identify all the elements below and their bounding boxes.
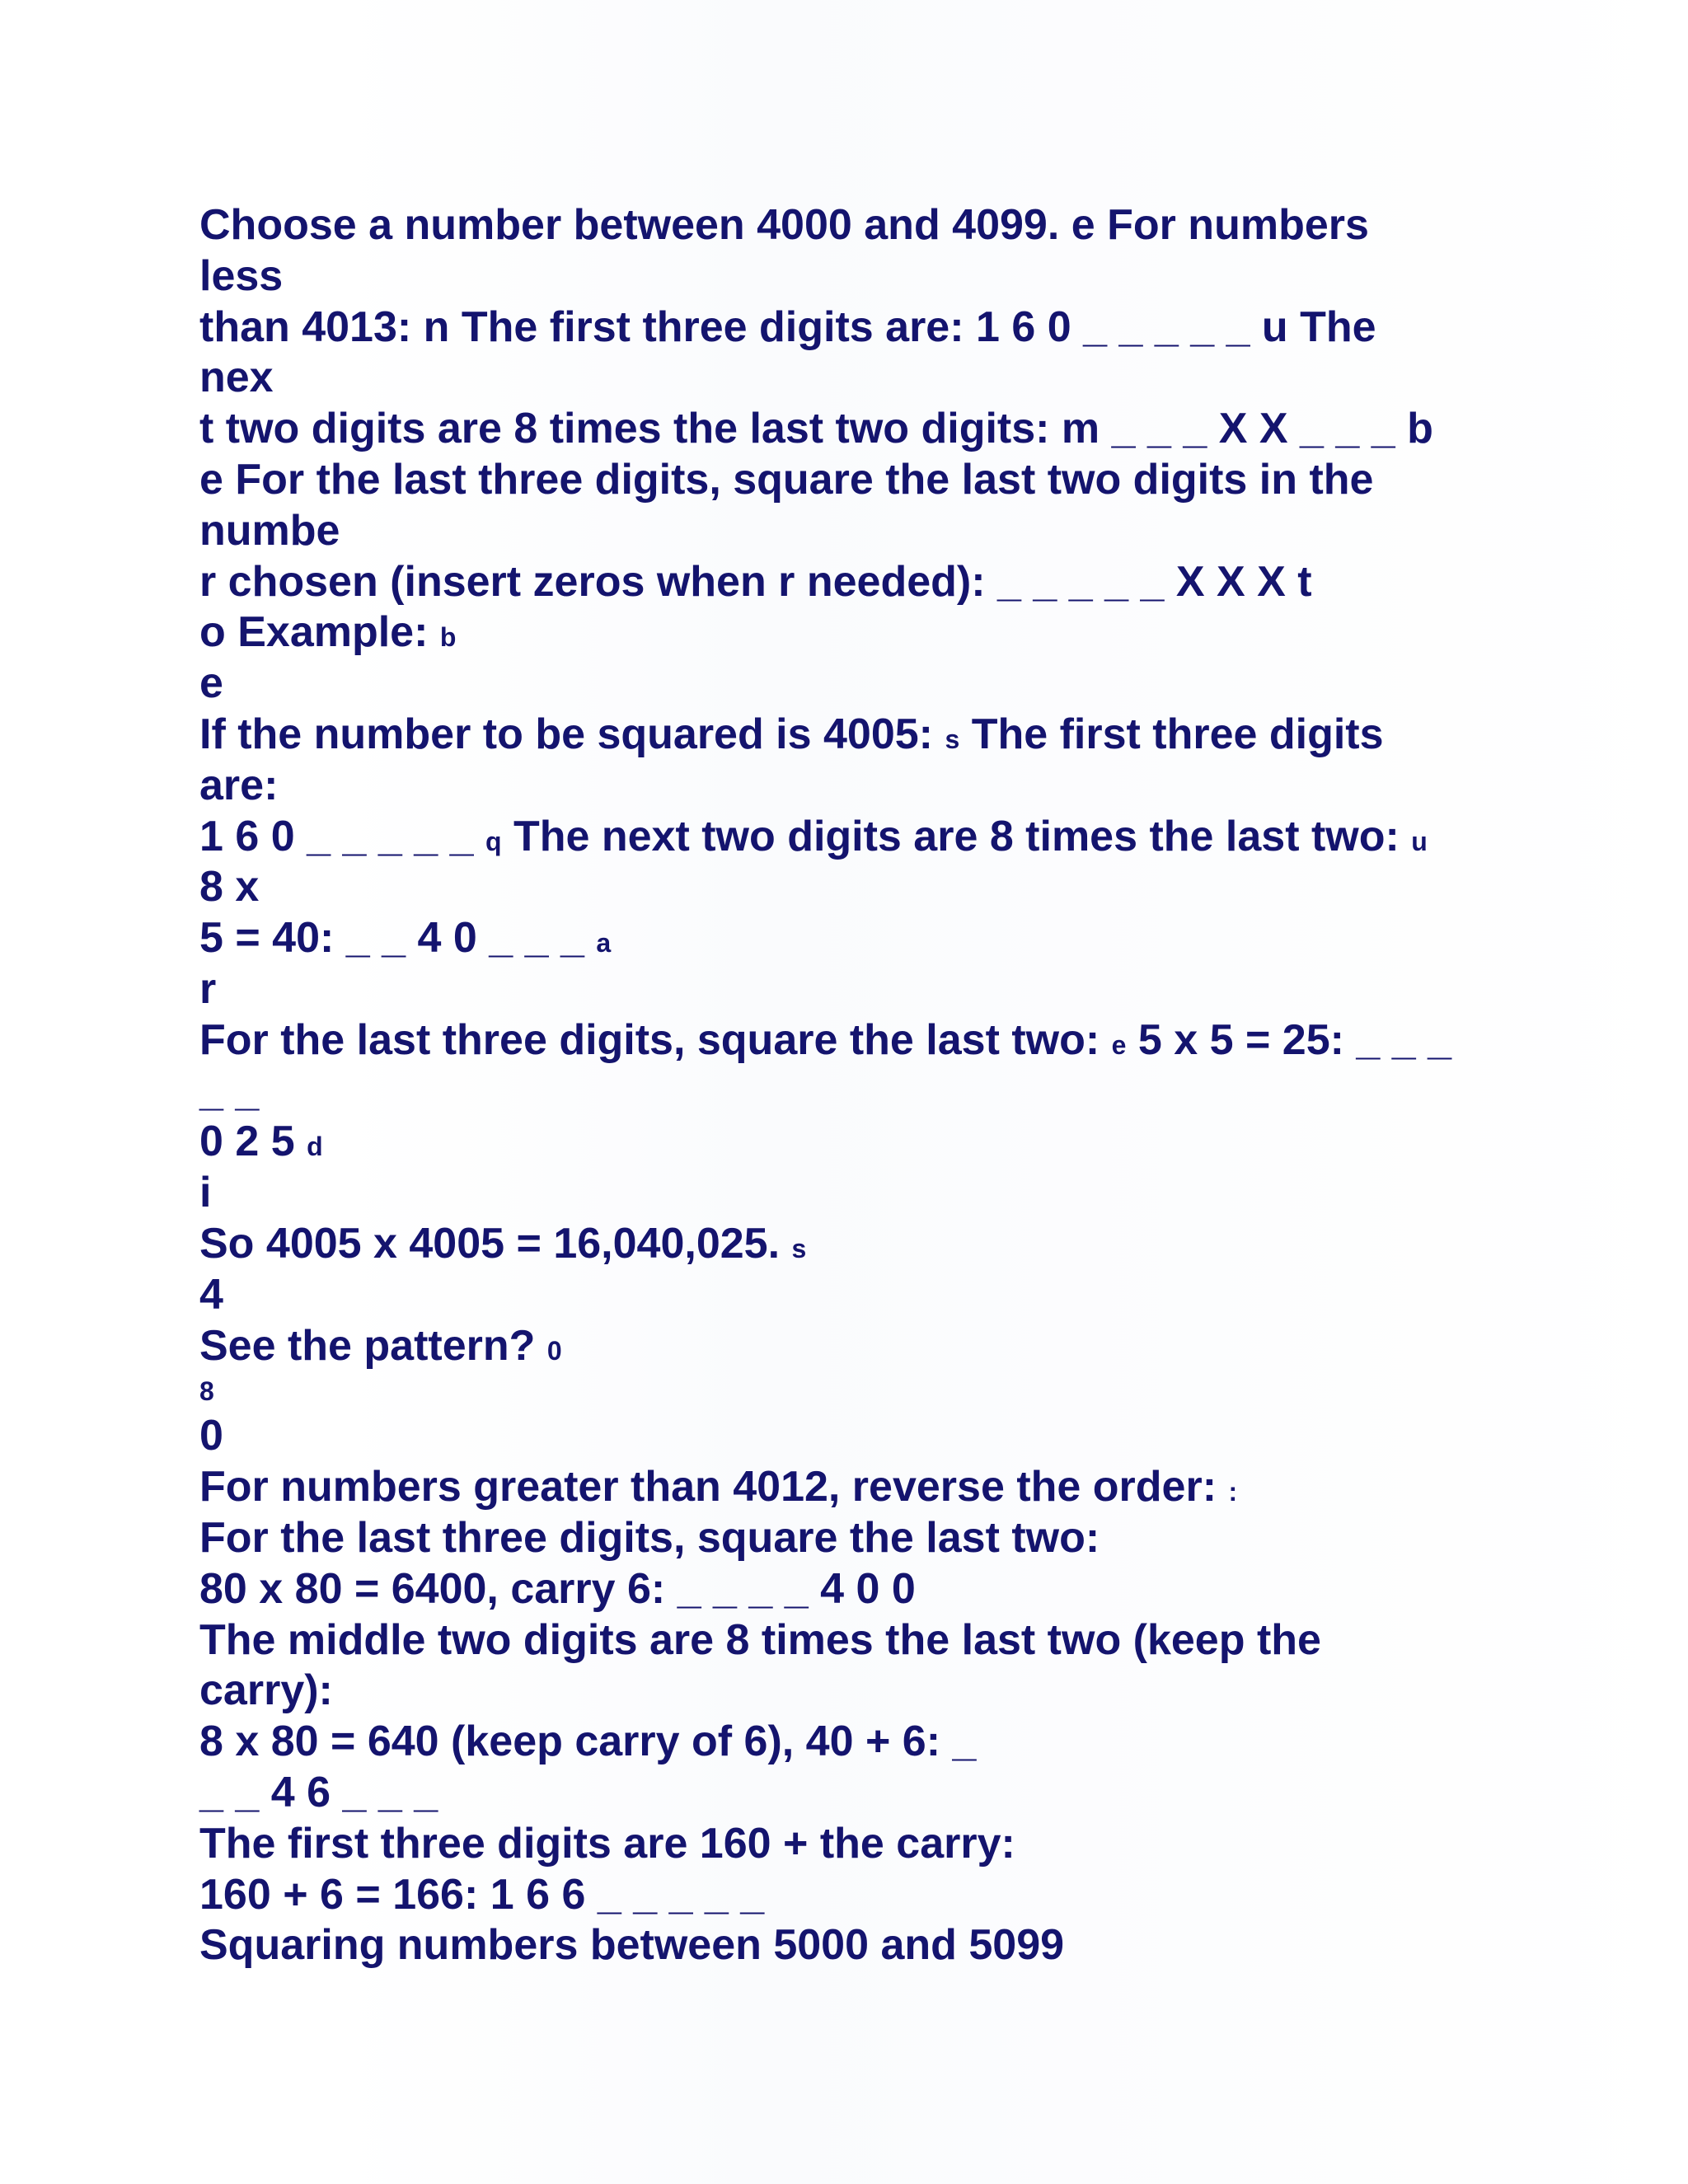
side-letter: b xyxy=(439,622,457,653)
text-line: For the last three digits, square the last two: xyxy=(199,1513,1100,1562)
side-letter: e xyxy=(1111,1029,1127,1060)
five-forty: 5 = 40: _ _ 4 0 _ _ _ xyxy=(199,914,584,963)
side-letter: : xyxy=(1228,1477,1238,1507)
text-line: r xyxy=(199,964,217,1013)
side-letter: s xyxy=(791,1233,807,1263)
small-digit-line: 8 xyxy=(199,1376,214,1407)
text-line: 160 + 6 = 166: 1 6 6 _ _ _ _ _ xyxy=(199,1870,765,1919)
squared-text: If the number to be squared is 4005: xyxy=(199,710,933,758)
first-three-line xyxy=(199,812,1601,863)
example-label: o Example: xyxy=(199,608,429,657)
next-two-text: The next two digits are 8 times the last two: xyxy=(513,812,1400,860)
last-three-text: For the last three digits, square the last two: xyxy=(199,1015,1100,1064)
side-letter: 0 xyxy=(546,1335,562,1366)
example-squared-line xyxy=(199,710,1601,761)
greater-text: For numbers greater than 4012, reverse the order: xyxy=(199,1463,1217,1511)
text-line: _ _ xyxy=(199,1066,260,1115)
greater-line xyxy=(199,1462,1601,1513)
text-line: than 4013: n The first three digits are: 1 6 0 _ _ _ _ _ u The xyxy=(199,302,1376,351)
text-line: less xyxy=(199,251,284,300)
text-line: i xyxy=(199,1169,212,1217)
example-line xyxy=(199,607,1601,658)
text-line: 4 xyxy=(199,1270,223,1319)
last-three-line xyxy=(199,1015,1601,1066)
side-letter: d xyxy=(307,1132,323,1162)
five-forty-line xyxy=(199,913,1601,964)
pattern-line xyxy=(199,1321,1601,1372)
zero-25-line xyxy=(199,1117,1601,1168)
document-body xyxy=(199,200,1601,1971)
text-line: are: xyxy=(199,761,279,809)
text-line: Choose a number between 4000 and 4099. e For numbers xyxy=(199,201,1369,249)
text-line: 8 x 80 = 640 (keep carry of 6), 40 + 6: _ xyxy=(199,1718,977,1766)
result-text: So 4005 x 4005 = 16,040,025. xyxy=(199,1219,781,1268)
text-line: The middle two digits are 8 times the last two (keep the xyxy=(199,1615,1321,1664)
text-line: _ _ 4 6 _ _ _ xyxy=(199,1768,438,1816)
result-line xyxy=(199,1219,1601,1270)
section-heading: Squaring numbers between 5000 and 5099 xyxy=(199,1921,1065,1970)
text-line: nex xyxy=(199,354,274,402)
text-line: t two digits are 8 times the last two digits: m _ _ _ X X _ _ _ b xyxy=(199,405,1433,453)
text-line: numbe xyxy=(199,506,340,555)
squared-text-cont: The first three digits xyxy=(971,710,1384,758)
text-line: 80 x 80 = 6400, carry 6: _ _ _ _ 4 0 0 xyxy=(199,1564,916,1613)
five-squared: 5 x 5 = 25: _ _ _ xyxy=(1137,1015,1452,1064)
side-letter: q xyxy=(485,826,502,856)
zero-25: 0 2 5 xyxy=(199,1118,295,1166)
text-line: e xyxy=(199,659,223,708)
side-letter: s xyxy=(945,724,960,754)
text-line: 8 x xyxy=(199,863,260,912)
text-line: e For the last three digits, square the last two digits in the xyxy=(199,455,1374,504)
text-line: carry): xyxy=(199,1666,333,1715)
text-line: r chosen (insert zeros when r needed): _ _ _ _ _ X X X t xyxy=(199,557,1312,606)
text-line: 0 xyxy=(199,1412,223,1460)
side-letter: u xyxy=(1411,826,1428,856)
pattern-text: See the pattern? xyxy=(199,1321,536,1370)
text-line: The first three digits are 160 + the carry: xyxy=(199,1819,1015,1868)
first-three-digits: 1 6 0 _ _ _ _ _ xyxy=(199,812,474,860)
side-letter: a xyxy=(596,928,612,958)
